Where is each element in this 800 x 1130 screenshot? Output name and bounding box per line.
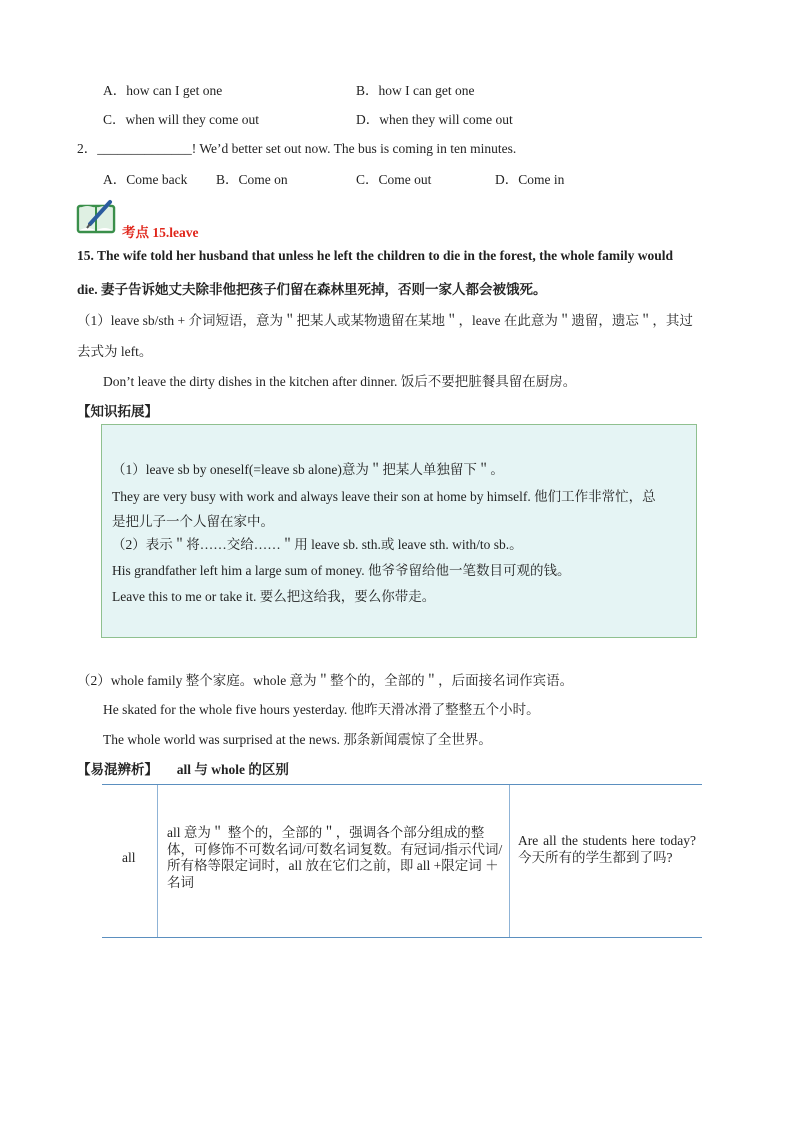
extension-line-6: Leave this to me or take it. 要么把这给我，要么你带走。: [112, 589, 436, 604]
extension-line-2: They are very busy with work and always leave their son at home by himself. 他们工作非常忙，总: [112, 489, 656, 504]
notebook-pencil-icon: [76, 198, 120, 234]
table-cell-explanation: [158, 785, 510, 937]
table-explanation: all 意为＂ 整个的，全部的＂，强调各个部分组成的整体，可修饰不可数名词/可数名词复数。有冠词/指示代词/所有格等限定词时，all 放在它们之前，即 all +限定词 ＋ 名词: [167, 825, 503, 890]
table-cell-word: [102, 785, 158, 937]
q2-stem: [77, 137, 516, 157]
q2-blank: ______________: [97, 141, 192, 156]
q2-option-a: A．Come back: [103, 172, 188, 187]
extension-line-3: 是把儿子一个人留在家中。: [112, 514, 274, 529]
extension-heading: 【知识拓展】: [77, 404, 158, 419]
confusion-heading: [77, 758, 289, 778]
table-example: Are all the students here today? 今天所有的学生都到了吗?: [518, 833, 696, 865]
q1-option-b: B．how I can get one: [356, 83, 475, 98]
q1-option-d: D．when they will come out: [356, 112, 513, 127]
point15-sentence-line2: die. 妻子告诉她丈夫除非他把孩子们留在森林里死掉，否则一家人都会被饿死。: [77, 282, 547, 297]
table-word: all: [122, 850, 136, 865]
q2-option-b: B．Come on: [216, 172, 288, 187]
q2-option-d: D．Come in: [495, 172, 565, 187]
kaodian-title: 考点 15.leave: [122, 225, 199, 240]
table-cell-example: [510, 785, 702, 937]
extension-line-4: （2）表示＂将……交给……＂用 leave sb. sth.或 leave sth. with/to sb.。: [112, 537, 523, 552]
rule1-line1: （1）leave sb/sth + 介词短语，意为＂把某人或某物遗留在某地＂，leave 在此意为＂遗留，遗忘＂，其过: [77, 313, 693, 328]
rule2-example-2: The whole world was surprised at the news. 那条新闻震惊了全世界。: [103, 732, 492, 747]
rule1-line2: 去式为 left。: [77, 344, 153, 359]
q2-stem-text: ! We’d better set out now. The bus is coming in ten minutes.: [191, 141, 517, 156]
extension-line-5: His grandfather left him a large sum of money. 他爷爷留给他一笔数目可观的钱。: [112, 563, 571, 578]
extension-box: [101, 424, 697, 638]
point15-sentence-line1: 15. The wife told her husband that unless he left the children to die in the forest, the whole family would: [77, 248, 674, 263]
confusion-heading-label: 【易混辨析】: [77, 762, 158, 777]
comparison-table: [102, 784, 702, 938]
q1-option-c: C．when will they come out: [103, 112, 259, 127]
extension-line-1: （1）leave sb by oneself(=leave sb alone)意为＂把某人单独留下＂。: [112, 462, 504, 477]
q1-option-a: A．how can I get one: [103, 83, 223, 98]
rule1-example: Don’t leave the dirty dishes in the kitchen after dinner. 饭后不要把脏餐具留在厨房。: [103, 374, 577, 389]
q2-option-c: C．Come out: [356, 172, 432, 187]
rule2-example-1: He skated for the whole five hours yesterday. 他昨天滑冰滑了整整五个小时。: [103, 702, 540, 717]
q2-number: 2．: [77, 141, 98, 156]
rule2-line: （2）whole family 整个家庭。whole 意为＂整个的，全部的＂，后面接名词作宾语。: [77, 673, 574, 688]
confusion-topic: all 与 whole 的区别: [176, 762, 289, 777]
